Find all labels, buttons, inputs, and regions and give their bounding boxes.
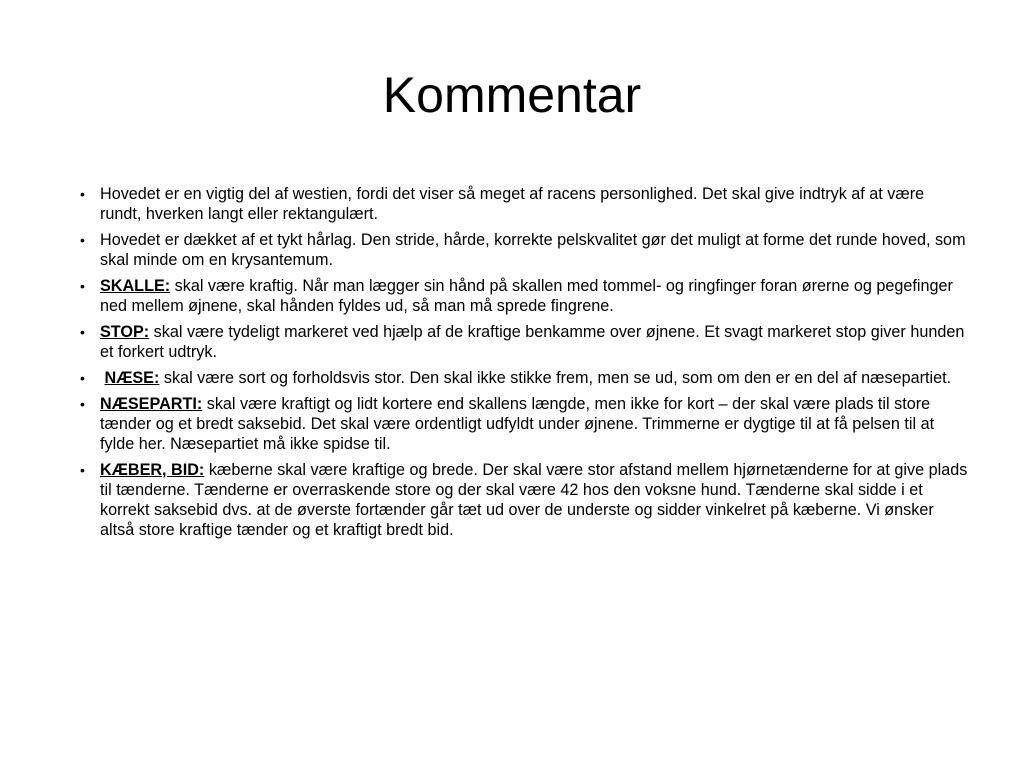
item-text: Hovedet er dækket af et tykt hårlag. Den stride, hårde, korrekte pelskvalitet gør det muligt at forme det runde hoved, som skal minde om en krysantemum. xyxy=(100,231,966,269)
bullet-icon: • xyxy=(80,324,85,340)
item-heading: NÆSE: xyxy=(104,369,160,387)
item-heading: STOP: xyxy=(100,323,150,341)
item-text: skal være sort og forholdsvis stor. Den skal ikke stikke frem, men se ud, som om den er en del af næsepartiet. xyxy=(159,369,952,387)
bullet-icon: • xyxy=(80,396,85,412)
item-text: skal være kraftig. Når man lægger sin hånd på skallen med tommel- og ringfinger foran ørerne og pegefinger ned mellem øjnene, skal hånden fyldes ud, så man må sprede fingrene. xyxy=(100,277,953,315)
bullet-icon: • xyxy=(80,370,85,386)
bullet-icon: • xyxy=(80,186,85,202)
item-text: skal være tydeligt markeret ved hjælp af de kraftige benkamme over øjnene. Et svagt markeret stop giver hunden et forkert udtryk. xyxy=(100,323,965,361)
list-item xyxy=(80,460,970,540)
item-text: skal være kraftigt og lidt kortere end skallens længde, men ikke for kort – der skal være plads til store tænder og et bredt saksebid. Det skal være ordentligt udfyldt under øjnene. Trimmerne er dygtige til at få pelsen til at fylde her. Næsepartiet må ikke spidse til. xyxy=(100,395,935,453)
item-heading: KÆBER, BID: xyxy=(100,461,205,479)
list-item xyxy=(80,394,970,454)
item-text: Hovedet er en vigtig del af westien, fordi det viser så meget af racens personlighed. Det skal give indtryk af at være rundt, hverken langt eller rektangulært. xyxy=(100,185,925,223)
list-item xyxy=(80,276,970,316)
list-item xyxy=(80,184,970,224)
bullet-icon: • xyxy=(80,232,85,248)
item-text: kæberne skal være kraftige og brede. Der skal være stor afstand mellem hjørnetænderne for at give plads til tænderne. Tænderne er overraskende store og der skal være 42 hos den voksne hund. Tænderne skal sidde i et korrekt saksebid dvs. at de øverste fortænder går tæt ud over de underste og sidder vinkelret på kæberne. Vi ønsker altså store kraftige tænder og et kraftigt bredt bid. xyxy=(100,461,968,539)
bullet-icon: • xyxy=(80,462,85,478)
item-heading: NÆSEPARTI: xyxy=(100,395,203,413)
list-item xyxy=(80,368,970,388)
slide-title: Kommentar xyxy=(382,67,642,123)
bullet-icon: • xyxy=(80,278,85,294)
item-heading: SKALLE: xyxy=(100,277,171,295)
bullet-list xyxy=(80,184,970,546)
list-item xyxy=(80,230,970,270)
list-item xyxy=(80,322,970,362)
